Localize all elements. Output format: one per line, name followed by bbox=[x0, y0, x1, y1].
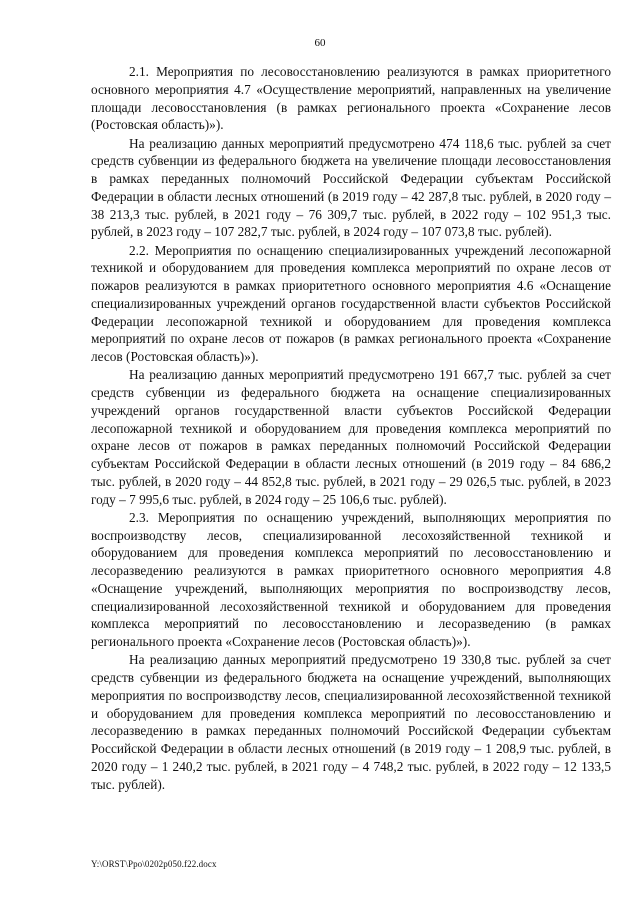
paragraph-2-1-funding: На реализацию данных мероприятий предусмотрено 474 118,6 тыс. рублей за счет средств субвенции из федерального бюджета на увеличение площади лесовосстановления в рамках переданных полномочий Российской Федерации субъектам Российской Федерации в области лесных отношений (в 2019 году – 42 287,8 тыс. рублей, в 2020 году – 38 213,3 тыс. рублей, в 2021 году – 76 309,7 тыс. рублей, в 2022 году – 102 951,3 тыс. рублей, в 2023 году – 107 282,7 тыс. рублей, в 2024 году – 107 073,8 тыс. рублей). bbox=[91, 135, 611, 240]
paragraph-2-1: 2.1. Мероприятия по лесовосстановлению реализуются в рамках приоритетного основного мероприятия 4.7 «Осуществление мероприятий, направленных на увеличение площади лесовосстановления (в рамках регионального проекта «Сохранение лесов (Ростовская область)»). bbox=[91, 64, 611, 133]
paragraph-2-3: 2.3. Мероприятия по оснащению учреждений, выполняющих мероприятия по воспроизводству лесов, специализированной лесохозяйственной техникой и оборудованием для проведения комплекса мероприятий по лесовосстановлению и лесоразведению реализуются в рамках приоритетного основного мероприятия 4.8 «Оснащение учреждений, выполняющих мероприятия по воспроизводству лесов, специализированной лесохозяйственной техникой и оборудованием для проведения комплекса мероприятий по лесовосстановлению и лесоразведению (в рамках регионального проекта «Сохранение лесов (Ростовская область)»). bbox=[91, 509, 611, 649]
page-number: 60 bbox=[314, 37, 326, 49]
paragraph-2-3-funding: На реализацию данных мероприятий предусмотрено 19 330,8 тыс. рублей за счет средств субвенции из федерального бюджета на оснащение учреждений, выполняющих мероприятия по воспроизводству лесов, специализированной лесохозяйственной техникой и оборудованием для проведения комплекса мероприятий по лесовосстановлению и лесоразведению в рамках переданных полномочий Российской Федерации субъектам Российской Федерации в области лесных отношений (в 2019 году – 1 208,9 тыс. рублей, в 2020 году – 1 240,2 тыс. рублей, в 2021 году – 4 748,2 тыс. рублей, в 2022 году – 12 133,5 тыс. рублей). bbox=[91, 652, 611, 792]
paragraph-2-2: 2.2. Мероприятия по оснащению специализированных учреждений лесопожарной техникой и оборудованием для проведения комплекса мероприятий по охране лесов от пожаров реализуются в рамках приоритетного основного мероприятия 4.6 «Оснащение специализированных учреждений органов государственной власти субъектов Российской Федерации лесопожарной техникой и оборудованием для проведения комплекса мероприятий по охране лесов от пожаров (в рамках регионального проекта «Сохранение лесов (Ростовская область)»). bbox=[91, 242, 611, 364]
paragraph-2-2-funding: На реализацию данных мероприятий предусмотрено 191 667,7 тыс. рублей за счет средств субвенции из федерального бюджета на оснащение специализированных учреждений органов государственной власти субъектов Российской Федерации лесопожарной техникой и оборудованием для проведения комплекса мероприятий по охране лесов от пожаров в рамках переданных полномочий Российской Федерации субъектам Российской Федерации в области лесных отношений (в 2019 году – 84 686,2 тыс. рублей, в 2020 году – 44 852,8 тыс. рублей, в 2021 году – 29 026,5 тыс. рублей, в 2023 году – 7 995,6 тыс. рублей, в 2024 году – 25 106,6 тыс. рублей). bbox=[91, 367, 611, 507]
body-text bbox=[91, 63, 611, 793]
footer-file-path: Y:\ORST\Ppo\0202p050.f22.docx bbox=[91, 859, 217, 869]
